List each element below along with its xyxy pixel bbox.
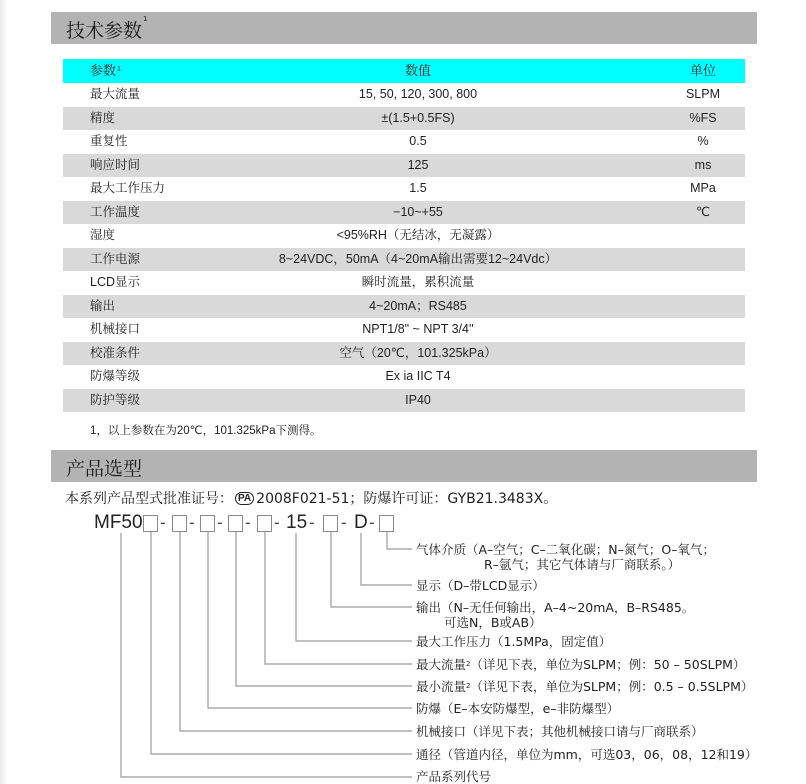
cell-param: LCD显示 (90, 275, 141, 289)
legend-bore: 通径（管道内径，单位为mm，可选03，06，08，12和19） (416, 747, 758, 762)
legend-display: 显示（D–带LCD显示） (416, 578, 545, 593)
code-slot-mech (172, 515, 187, 532)
legend-mech: 机械接口（详见下表；其他机械接口请与厂商联系） (416, 724, 704, 739)
code-dash: - (245, 513, 251, 532)
cell-value: 0.5 (409, 134, 427, 148)
connector-series (121, 533, 412, 777)
connector-explosion (208, 531, 412, 708)
cell-unit: SLPM (685, 87, 721, 101)
certification-prefix: 本系列产品型式批准证号： (65, 491, 233, 507)
code-slot-gas (379, 515, 394, 532)
legend-output-line1: 输出（N–无任何输出，A–4~20mA，B–RS485。 (416, 600, 695, 615)
model-prefix: MF50 (94, 512, 143, 533)
certification-suffix: 2008F021-51；防爆许可证：GYB21.3483X。 (256, 491, 558, 507)
code-slot-explosion (200, 515, 215, 532)
legend-max-flow-name: 最大流量 (416, 657, 467, 672)
code-fixed-display: D (354, 512, 368, 533)
connector-bore (151, 531, 412, 754)
cell-unit: ℃ (695, 204, 711, 219)
cell-unit: MPa (690, 181, 716, 195)
cell-value: 125 (407, 157, 429, 172)
cell-value: 15, 50, 120, 300, 800 (358, 87, 478, 101)
code-dash: - (160, 513, 166, 532)
legend-gas-line1: 气体介质（A–空气；C–二氧化碳；N–氮气；O–氧气； (416, 542, 715, 557)
code-dash: - (369, 513, 375, 532)
header-param-text: 参数 (90, 63, 117, 78)
legend-output-line2: 可选N，B或AB） (444, 615, 542, 630)
code-slot-output (323, 515, 338, 532)
cell-param: 机械接口 (90, 322, 141, 336)
cell-value: NPT1/8" ~ NPT 3/4'' (362, 322, 474, 336)
cell-param: 输出 (90, 298, 116, 313)
cell-param: 防护等级 (90, 392, 141, 407)
code-slot-min-flow (228, 515, 243, 532)
cell-unit: %FS (689, 110, 717, 125)
cell-value: <95%RH（无结冰，无凝露） (336, 228, 500, 242)
code-dash: - (217, 513, 223, 532)
cell-value: 1.5 (409, 181, 427, 195)
connector-min-flow (236, 531, 412, 686)
footnote-marker: 2 (466, 660, 471, 668)
header-value: 数值 (404, 63, 431, 78)
cell-value: 8~24VDC，50mA（4~20mA输出需要12~24Vdc） (278, 251, 558, 266)
cell-param: 最大流量 (90, 87, 141, 101)
legend-min-flow-desc: （详见下表，单位为SLPM；例：0.5 – 0.5SLPM） (470, 679, 754, 694)
code-dash: - (309, 513, 315, 532)
footnote-marker: 2 (466, 682, 471, 690)
code-slot-bore (143, 515, 158, 532)
code-fixed-pressure: 15 (286, 512, 308, 533)
cell-param: 响应时间 (90, 157, 141, 172)
code-dash: - (341, 513, 347, 532)
table-footnote: 1，以上参数在为20℃，101.325kPa下测得。 (90, 425, 322, 437)
pa-logo-icon: PA (235, 492, 254, 505)
cell-param: 工作电源 (90, 251, 141, 266)
section-title-text: 技术参数 (66, 20, 143, 42)
cell-param: 校准条件 (90, 345, 141, 360)
legend-max-flow-desc: （详见下表，单位为SLPM；例：50 – 50SLPM） (470, 657, 746, 672)
cell-param: 精度 (90, 110, 116, 125)
footnote-marker: 1 (143, 15, 148, 23)
legend-max-flow (416, 657, 745, 672)
cell-param: 湿度 (90, 228, 116, 242)
legend-min-flow (416, 679, 753, 694)
legend-gas-line2: R–氩气；其它气体请与厂商联系。） (484, 557, 681, 572)
cell-value: 瞬时流量，累积流量 (361, 275, 475, 289)
code-dash: - (189, 513, 195, 532)
footnote-marker: 1 (117, 66, 121, 73)
code-dash: - (274, 513, 280, 532)
cell-param: 工作温度 (90, 204, 141, 219)
cell-value: −10~+55 (393, 204, 443, 219)
legend-min-flow-name: 最小流量 (416, 679, 467, 694)
legend-gas (416, 542, 715, 572)
connector-gas (387, 531, 412, 549)
code-slot-max-flow (257, 515, 272, 532)
cell-value: Ex ia IIC T4 (385, 369, 451, 383)
section-title-selection: 产品选型 (66, 458, 143, 480)
cell-param: 最大工作压力 (90, 181, 166, 195)
cell-unit: % (697, 134, 709, 148)
cell-value: IP40 (405, 392, 431, 407)
legend-explosion: 防爆（E–本安防爆型，e–非防爆型） (416, 701, 620, 716)
legend-max-pressure: 最大工作压力（1.5MPa，固定值） (416, 634, 612, 649)
cell-param: 防爆等级 (90, 369, 141, 383)
legend-output (416, 600, 694, 630)
cell-value: 空气（20℃，101.325kPa） (339, 345, 497, 360)
cell-param: 重复性 (90, 134, 128, 148)
cell-value: 4~20mA；RS485 (369, 298, 467, 313)
connector-output (331, 531, 412, 607)
connector-max-flow (265, 531, 412, 664)
legend-series: 产品系列代号 (416, 769, 492, 784)
header-unit: 单位 (689, 63, 716, 78)
cell-value: ±(1.5+0.5FS) (381, 110, 455, 125)
cell-unit: ms (694, 157, 712, 172)
